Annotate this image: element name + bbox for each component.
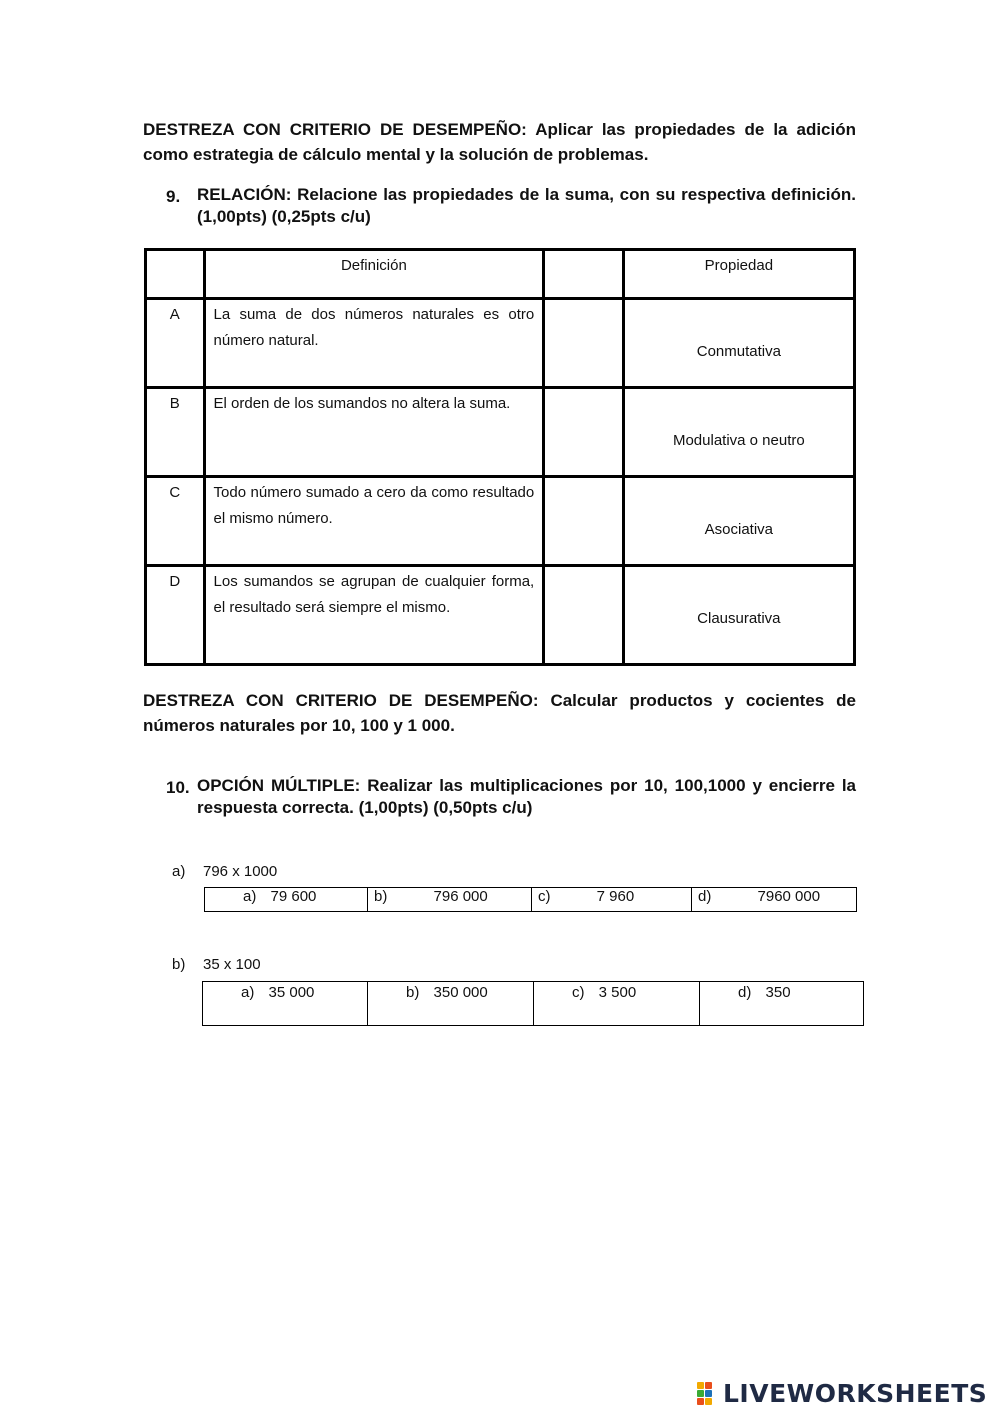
table-row — [146, 299, 855, 388]
section-heading-text: Calcular productos y cocientes de números naturales por 10, 100 y 1 000. — [143, 691, 856, 735]
option-value: 3 500 — [598, 984, 637, 1001]
option-a[interactable] — [203, 982, 368, 1026]
header-letter-cell — [146, 250, 205, 299]
row-letter: B — [169, 395, 180, 412]
option-letter: a) — [243, 888, 257, 905]
watermark-text: LIVEWORKSHEETS — [723, 1378, 988, 1408]
table-row — [146, 566, 855, 665]
option-value: 79 600 — [270, 888, 317, 905]
row-property-cell — [623, 477, 854, 566]
section-heading-label: DESTREZA CON CRITERIO DE DESEMPEÑO: — [143, 691, 539, 710]
row-property-cell — [623, 299, 854, 388]
relation-table-header — [146, 250, 855, 299]
row-letter-cell — [146, 566, 205, 665]
header-property: Propiedad — [623, 250, 854, 299]
answer-input-cell[interactable] — [544, 566, 623, 665]
option-value: 350 000 — [433, 984, 488, 1001]
option-a[interactable] — [205, 888, 368, 912]
option-letter: b) — [374, 888, 388, 905]
section-heading-text: Aplicar las propiedades de la adición como estrategia de cálculo mental y la solución de problemas. — [143, 120, 856, 164]
option-value: 350 — [765, 984, 791, 1001]
option-value: 35 000 — [268, 984, 315, 1001]
option-letter: b) — [406, 984, 420, 1001]
option-d[interactable] — [700, 982, 864, 1026]
item-a-options — [204, 887, 857, 912]
question-10-number: 10. — [166, 778, 190, 797]
option-letter: c) — [572, 984, 585, 1001]
row-definition: La suma de dos números naturales es otro número natural. — [204, 299, 544, 388]
table-row — [146, 388, 855, 477]
row-letter-cell — [146, 299, 205, 388]
item-b-expression: 35 x 100 — [203, 956, 261, 973]
option-letter: d) — [698, 888, 712, 905]
option-letter: d) — [738, 984, 752, 1001]
row-definition: El orden de los sumandos no altera la suma. — [204, 388, 544, 477]
section-heading-addition — [143, 117, 856, 167]
row-letter: C — [169, 484, 181, 501]
item-a-expression: 796 x 1000 — [203, 863, 278, 880]
row-property-cell — [623, 388, 854, 477]
row-property-cell — [623, 566, 854, 665]
question-10-text: OPCIÓN MÚLTIPLE: Realizar las multiplicaciones por 10, 100,1000 y encierre la respuesta correcta. (1,00pts) (0,50pts c/u) — [197, 776, 856, 817]
row-property: Conmutativa — [696, 343, 781, 360]
option-d[interactable] — [692, 888, 857, 912]
row-property: Clausurativa — [697, 610, 781, 627]
row-property: Asociativa — [704, 521, 774, 538]
option-value: 7 960 — [596, 888, 635, 905]
table-row — [146, 477, 855, 566]
header-answer-cell — [544, 250, 623, 299]
row-letter: A — [169, 306, 180, 323]
item-b-options — [202, 981, 864, 1026]
answer-input-cell[interactable] — [544, 388, 623, 477]
option-letter: c) — [538, 888, 551, 905]
answer-input-cell[interactable] — [544, 299, 623, 388]
section-heading-multiplication — [143, 688, 856, 738]
option-letter: a) — [241, 984, 255, 1001]
item-a-label: a) — [172, 863, 186, 880]
liveworksheets-logo-icon — [697, 1380, 721, 1406]
question-9-text: RELACIÓN: Relacione las propiedades de la suma, con su respectiva definición. (1,00pts) (0,25pts c/u) — [197, 185, 856, 226]
option-value: 796 000 — [433, 888, 488, 905]
row-letter-cell — [146, 477, 205, 566]
row-letter-cell — [146, 388, 205, 477]
row-definition: Todo número sumado a cero da como resultado el mismo número. — [204, 477, 544, 566]
row-definition: Los sumandos se agrupan de cualquier forma, el resultado será siempre el mismo. — [204, 566, 544, 665]
relation-table — [144, 248, 856, 666]
option-b[interactable] — [368, 982, 534, 1026]
answer-input-cell[interactable] — [544, 477, 623, 566]
option-c[interactable] — [534, 982, 700, 1026]
header-definition: Definición — [204, 250, 544, 299]
option-b[interactable] — [368, 888, 532, 912]
row-letter: D — [169, 573, 181, 590]
section-heading-label: DESTREZA CON CRITERIO DE DESEMPEÑO: — [143, 120, 527, 139]
option-c[interactable] — [532, 888, 692, 912]
question-9-number: 9. — [166, 187, 181, 206]
liveworksheets-watermark — [697, 1378, 993, 1408]
option-value: 7960 000 — [757, 888, 821, 905]
row-property: Modulativa o neutro — [672, 432, 805, 449]
item-b-label: b) — [172, 956, 186, 973]
